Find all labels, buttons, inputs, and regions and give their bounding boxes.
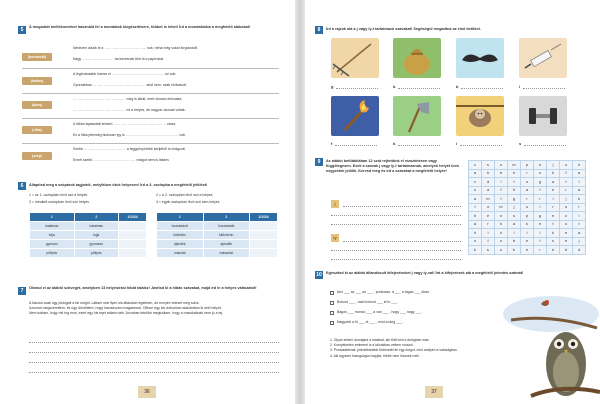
caption: b bbox=[456, 84, 459, 89]
grid-cell[interactable]: r bbox=[560, 186, 573, 195]
tag-okos: (okos) bbox=[22, 101, 52, 109]
grid-cell[interactable]: p bbox=[521, 212, 534, 221]
grid-cell[interactable]: t bbox=[560, 178, 573, 187]
table-cell: mássolat bbox=[203, 249, 250, 258]
writing-line[interactable] bbox=[336, 88, 378, 89]
mustache-icon bbox=[456, 38, 504, 78]
grid-cell[interactable]: p bbox=[521, 161, 534, 170]
syringe-image bbox=[519, 38, 567, 78]
ex5-line[interactable]: ……………………………………… meg is látott, mert okosan elolvasta. bbox=[73, 97, 183, 101]
ex5-line[interactable]: ……………………………………… mi a helyes, de nagyon okosak voltak. bbox=[73, 108, 186, 112]
word-pair-table-right bbox=[156, 212, 278, 258]
writing-line[interactable] bbox=[29, 352, 279, 353]
table-row bbox=[30, 222, 147, 231]
grid-cell[interactable]: u bbox=[521, 203, 534, 212]
grid-cell[interactable]: g bbox=[508, 195, 521, 204]
grid-cell[interactable]: b bbox=[469, 212, 482, 221]
grid-cell[interactable]: g bbox=[534, 178, 547, 187]
grid-cell[interactable]: v bbox=[469, 178, 482, 187]
writing-line[interactable] bbox=[331, 224, 461, 225]
table-cell: gyorssan bbox=[74, 240, 119, 249]
grid-cell[interactable]: r bbox=[482, 220, 495, 229]
expression-checkbox[interactable] bbox=[330, 311, 334, 315]
caption: g bbox=[331, 84, 334, 89]
grid-cell[interactable]: i bbox=[534, 203, 547, 212]
caption: l bbox=[456, 141, 458, 146]
grid-row bbox=[469, 161, 586, 170]
ex7-text-line: A kiscica csak úgy pislogott a fal mögül. Láttam már ilyen kis állatokat régebben, de ennyire édeset még soha. bbox=[29, 301, 200, 305]
ex5-line[interactable]: A legfontosabb hamar el ……………………………………… ez sok. bbox=[73, 72, 177, 76]
grid-cell[interactable]: b bbox=[495, 169, 508, 178]
answer-cell[interactable] bbox=[250, 222, 278, 231]
table-cell: hozzáadott bbox=[157, 222, 204, 231]
grid-cell[interactable]: h bbox=[469, 229, 482, 238]
torch-image bbox=[331, 96, 379, 136]
left-page bbox=[0, 0, 295, 404]
legend-item: 1 = az 1. oszlopban lévő szó a helyes bbox=[29, 193, 88, 197]
expression-checkbox[interactable] bbox=[330, 301, 334, 305]
writing-line[interactable] bbox=[29, 362, 279, 363]
exercise-9-instruction: Az alábbi betűtáblában 12 szót rejtettünk el vízszintesen vagy függőlegesen. Ezek a szavak j vagy ly-t tartalmaznak, amelyek helyét üres négyzetek jelölik. Keresd meg és írd a szavakat a megfelelő helyre! bbox=[326, 159, 460, 173]
grid-cell[interactable]: j bbox=[508, 203, 521, 212]
grid-cell[interactable]: a bbox=[482, 186, 495, 195]
grid-cell[interactable]: r bbox=[547, 203, 560, 212]
expression-line[interactable]: Ami ___ az ___ az ___ , pontosan, a ___ a fogad ___ óban. bbox=[337, 290, 431, 294]
syringe-icon bbox=[519, 38, 567, 78]
dumbbell-image bbox=[519, 96, 567, 136]
grid-cell[interactable]: e bbox=[521, 246, 534, 255]
book-gutter bbox=[295, 0, 305, 404]
expression-checkbox[interactable] bbox=[330, 321, 334, 325]
ex7-text-line: Azonnal megszerettem, és úgy döntöttem, hogy hazaviszem magammal. Otthon egy kis dobozban alakítottam ki neki helyet. bbox=[29, 306, 222, 311]
writing-line[interactable] bbox=[461, 88, 503, 89]
owl-illustration bbox=[501, 284, 600, 404]
grid-cell[interactable]: k bbox=[495, 220, 508, 229]
grid-cell[interactable]: f bbox=[560, 169, 573, 178]
ex5-line[interactable]: Ez a ritka jelenség biztosan így is ……………………………………… volt. bbox=[73, 133, 186, 137]
grid-cell[interactable]: f bbox=[495, 186, 508, 195]
grid-cell[interactable]: f bbox=[482, 237, 495, 246]
grid-cell[interactable]: k bbox=[521, 220, 534, 229]
grid-cell[interactable]: a bbox=[573, 186, 586, 195]
grid-cell[interactable]: j bbox=[547, 161, 560, 170]
grid-cell[interactable]: e bbox=[560, 237, 573, 246]
grid-cell[interactable]: z bbox=[560, 212, 573, 221]
tag-szep: (szép) bbox=[22, 152, 52, 160]
grid-cell[interactable]: m bbox=[508, 161, 521, 170]
answer-cell[interactable] bbox=[119, 231, 147, 240]
grid-row bbox=[469, 212, 586, 221]
grid-cell[interactable]: k bbox=[469, 246, 482, 255]
writing-line[interactable] bbox=[523, 88, 565, 89]
grid-row bbox=[469, 195, 586, 204]
expression-line[interactable]: Bolond ___ , rakd bolond ___ el fo ___ . bbox=[337, 300, 400, 304]
divider bbox=[22, 118, 279, 119]
grid-cell[interactable]: t bbox=[573, 220, 586, 229]
grid-row bbox=[469, 203, 586, 212]
writing-line[interactable] bbox=[343, 206, 461, 207]
grid-row bbox=[469, 169, 586, 178]
grid-cell[interactable]: j bbox=[560, 195, 573, 204]
exercise-7-instruction: Olvasd el az alábbi szöveget, amelyben 13 helyesírási hibát találsz! Javítsd ki a hibás szavakat, majd írd le a helyes változatot! bbox=[29, 286, 257, 290]
table-cell: pöttyös bbox=[74, 249, 119, 258]
table-cell: hatalmas bbox=[74, 222, 119, 231]
exercise-10-number: 10 bbox=[316, 272, 322, 278]
caption: b bbox=[393, 141, 396, 146]
grid-cell[interactable]: é bbox=[547, 246, 560, 255]
grid-cell[interactable]: l bbox=[534, 229, 547, 238]
writing-line[interactable] bbox=[335, 145, 377, 146]
grid-cell[interactable]: u bbox=[560, 161, 573, 170]
table-row bbox=[30, 249, 147, 258]
grid-cell[interactable]: a bbox=[469, 169, 482, 178]
divider bbox=[22, 68, 279, 69]
caption: i bbox=[519, 84, 521, 89]
grid-cell[interactable]: h bbox=[573, 161, 586, 170]
grid-cell[interactable]: c bbox=[469, 161, 482, 170]
table-header: 1 bbox=[30, 213, 75, 222]
grid-row bbox=[469, 237, 586, 246]
answer-cell[interactable] bbox=[250, 240, 278, 249]
tag-fontos: (fontos) bbox=[22, 77, 52, 85]
table-cell: hozzáadott bbox=[203, 222, 250, 231]
sloth-image bbox=[456, 96, 504, 136]
exercise-6-instruction: Állapítsd meg a szópárok tagjairól, melyikben írtuk helyesen! Írd a 3. oszlopba a megfelelő jelölést! bbox=[29, 183, 208, 187]
grid-cell[interactable]: o bbox=[521, 178, 534, 187]
exercise-5-number: 5 bbox=[18, 26, 26, 34]
divider bbox=[22, 93, 279, 94]
expression-line[interactable]: Bagos ___ mondo ___ a van ___ , hogy ___ nagy ___ . bbox=[337, 310, 424, 314]
grid-cell[interactable]: l bbox=[495, 178, 508, 187]
grid-cell[interactable]: h bbox=[482, 169, 495, 178]
grid-cell[interactable]: t bbox=[508, 178, 521, 187]
right-page bbox=[305, 0, 600, 404]
grid-cell[interactable]: s bbox=[482, 161, 495, 170]
writing-line[interactable] bbox=[29, 342, 279, 343]
grid-cell[interactable]: f bbox=[495, 195, 508, 204]
exercise-6-number: 6 bbox=[18, 182, 26, 190]
grid-cell[interactable]: a bbox=[547, 178, 560, 187]
grid-cell[interactable]: k bbox=[547, 169, 560, 178]
grid-cell[interactable]: á bbox=[482, 178, 495, 187]
grid-row bbox=[469, 178, 586, 187]
ex5-line[interactable]: Szebb ……………………………… a leggyönyörűbb kertjéből is virágzott. bbox=[73, 147, 186, 151]
grid-cell[interactable]: e bbox=[508, 169, 521, 178]
meaning-item: 3. Pontosabbnak, jelentéktelebb történetét fel egy dolgot, mint amilyen a valóságban. bbox=[330, 348, 458, 353]
letter-grid bbox=[468, 160, 586, 255]
tag-borzaszto: (borzasztó) bbox=[22, 53, 52, 61]
grid-cell[interactable]: o bbox=[482, 203, 495, 212]
exercise-5-instruction: A megadott mellékneveket használd fel a mondatok kiegészítésére, többet is lehet! Írd a mondatokba a megfelelő alakokat! bbox=[29, 25, 251, 29]
ex5-line[interactable]: Nehezen alszik el a ……………………………… sok, néha még sokat forgolódott. bbox=[73, 46, 199, 50]
table-row bbox=[157, 249, 278, 258]
answer-cell[interactable] bbox=[250, 231, 278, 240]
grid-cell[interactable]: b bbox=[508, 237, 521, 246]
table-cell: pöttyös bbox=[30, 249, 75, 258]
grid-cell[interactable]: t bbox=[469, 203, 482, 212]
table-row bbox=[157, 240, 278, 249]
grid-cell[interactable]: o bbox=[534, 169, 547, 178]
grid-cell[interactable]: k bbox=[547, 229, 560, 238]
answer-label-j: j bbox=[331, 200, 339, 208]
grid-cell[interactable]: e bbox=[482, 212, 495, 221]
grid-cell[interactable]: i bbox=[482, 229, 495, 238]
caption: s bbox=[519, 141, 522, 146]
grid-cell[interactable]: e bbox=[534, 220, 547, 229]
answer-cell[interactable] bbox=[119, 249, 147, 258]
table-cell: másolat bbox=[157, 249, 204, 258]
ex5-line[interactable]: Nagy ……………………… ha kevésnek tűnt is a papírokat. bbox=[73, 57, 165, 61]
grid-cell[interactable]: l bbox=[508, 229, 521, 238]
table-cell: gyorsan bbox=[30, 240, 75, 249]
ex7-text bbox=[29, 301, 279, 317]
writing-line[interactable] bbox=[331, 259, 461, 260]
grid-cell[interactable]: j bbox=[573, 237, 586, 246]
grid-cell[interactable]: o bbox=[495, 237, 508, 246]
grid-cell[interactable]: o bbox=[560, 220, 573, 229]
grid-cell[interactable]: r bbox=[521, 195, 534, 204]
grid-row bbox=[469, 186, 586, 195]
table-header: 2 bbox=[74, 213, 119, 222]
legend-item: 2 = a 2. oszlopban lévő szó a helyes bbox=[156, 193, 213, 197]
grid-cell[interactable]: o bbox=[469, 237, 482, 246]
grid-row bbox=[469, 246, 586, 255]
table-header: 1 bbox=[157, 213, 204, 222]
grid-cell[interactable]: e bbox=[547, 186, 560, 195]
grid-cell[interactable]: s bbox=[508, 212, 521, 221]
legend-item: 4 = egyik oszlopban lévő szó sem helyes bbox=[156, 200, 220, 204]
grid-cell[interactable]: r bbox=[573, 203, 586, 212]
grid-cell[interactable]: e bbox=[521, 237, 534, 246]
grid-cell[interactable]: a bbox=[508, 220, 521, 229]
writing-line[interactable] bbox=[343, 241, 461, 242]
grid-cell[interactable]: f bbox=[534, 237, 547, 246]
expression-checkbox[interactable] bbox=[330, 291, 334, 295]
caption: b bbox=[393, 84, 396, 89]
writing-line[interactable] bbox=[460, 145, 502, 146]
table-cell: ajándék bbox=[203, 240, 250, 249]
writing-line[interactable] bbox=[398, 145, 440, 146]
meaning-item: 2. Kornyékeden emberrel is a tálunkban vettem rosszul. bbox=[330, 343, 414, 348]
exercise-10-instruction: Egészítsd ki az alábbi állandósult kifejezéseket j vagy ly-val! Írd a kifejezések alá a megfelelő jelentés számát! bbox=[326, 271, 524, 275]
tag-ritka: (ritka) bbox=[22, 126, 52, 134]
answer-cell[interactable] bbox=[119, 240, 147, 249]
grid-cell[interactable]: ű bbox=[508, 186, 521, 195]
grid-cell[interactable]: d bbox=[573, 246, 586, 255]
word-pair-table-left bbox=[29, 212, 147, 258]
page-number: 36 bbox=[138, 386, 156, 398]
grid-cell[interactable]: o bbox=[495, 246, 508, 255]
writing-line[interactable] bbox=[398, 88, 440, 89]
grid-row bbox=[469, 220, 586, 229]
table-cell: hatalmas bbox=[30, 222, 75, 231]
grid-cell[interactable]: e bbox=[547, 212, 560, 221]
grid-cell[interactable]: o bbox=[560, 203, 573, 212]
sack-image bbox=[393, 38, 441, 78]
table-cell: kitűnően bbox=[157, 231, 204, 240]
writing-line[interactable] bbox=[331, 215, 461, 216]
grid-cell[interactable]: r bbox=[521, 169, 534, 178]
grid-cell[interactable]: ú bbox=[534, 161, 547, 170]
torch-icon bbox=[331, 96, 379, 136]
axe-icon bbox=[393, 96, 441, 136]
grid-cell[interactable]: r bbox=[534, 195, 547, 204]
grid-cell[interactable]: e bbox=[560, 229, 573, 238]
divider bbox=[22, 143, 279, 144]
legend-item: 3 = mindkét oszlopban lévő szó helyes bbox=[29, 200, 90, 204]
ex5-line[interactable]: Gyorsabban ……………………………………… ahol nem, csak elolvasott. bbox=[73, 83, 187, 87]
writing-line[interactable] bbox=[331, 250, 461, 251]
grid-cell[interactable]: a bbox=[521, 186, 534, 195]
grid-cell[interactable]: k bbox=[508, 246, 521, 255]
table-row bbox=[30, 240, 147, 249]
table-header: 1/2/3/4 bbox=[250, 213, 278, 222]
meanings-list bbox=[330, 338, 525, 359]
ex7-text-line: Nem tudtam, hogy mit fog enni, ezért egy kis tejet adtam neki. Azonban később megtudtam, hogy a macskáknak nem jó a tej. bbox=[29, 311, 224, 316]
table-row bbox=[30, 231, 147, 240]
grid-cell[interactable]: l bbox=[573, 178, 586, 187]
exercise-8-instruction: Írd a rajzok alá a j vagy ly-t tartalmazó szavakat! Segítségül megadtuk az első betűket. bbox=[326, 27, 481, 31]
table-cell: tolja bbox=[30, 231, 75, 240]
writing-line[interactable] bbox=[524, 145, 566, 146]
ex5-line[interactable]: A ritkán tapasztalt embert ……………………………………… olvas. bbox=[73, 122, 177, 126]
grid-cell[interactable]: m bbox=[495, 203, 508, 212]
grid-cell[interactable]: a bbox=[573, 229, 586, 238]
grid-cell[interactable]: o bbox=[495, 161, 508, 170]
page-number: 37 bbox=[425, 386, 443, 398]
grid-cell[interactable]: m bbox=[482, 195, 495, 204]
grid-cell[interactable]: i bbox=[521, 229, 534, 238]
exercise-8-number: 8 bbox=[315, 26, 323, 34]
table-header: 2 bbox=[203, 213, 250, 222]
exercise-7-number: 7 bbox=[18, 287, 26, 295]
meaning-item: 1. Olyan ember dumájára a másikat, aki több kell a dologban más. bbox=[330, 338, 430, 342]
grid-cell[interactable]: k bbox=[573, 195, 586, 204]
table-cell: kitűnőenn bbox=[203, 231, 250, 240]
answer-cell[interactable] bbox=[119, 222, 147, 231]
caption: f bbox=[331, 141, 333, 146]
sloth-icon bbox=[456, 96, 504, 136]
grid-cell[interactable]: i bbox=[547, 195, 560, 204]
grid-row bbox=[469, 229, 586, 238]
table-header: 1/2/3/4 bbox=[119, 213, 147, 222]
answer-label-ly: ly bbox=[331, 234, 339, 242]
grid-cell[interactable]: b bbox=[560, 246, 573, 255]
table-cell: ajándék bbox=[157, 240, 204, 249]
grid-cell[interactable]: ó bbox=[495, 229, 508, 238]
sack-icon bbox=[393, 38, 441, 78]
grid-cell[interactable]: n bbox=[495, 212, 508, 221]
rake-icon bbox=[331, 38, 379, 78]
grid-cell[interactable]: s bbox=[469, 186, 482, 195]
mustache-image bbox=[456, 38, 504, 78]
expression-line[interactable]: Nagyobb a fü ___ st ___ , mint a láng ___ . bbox=[337, 320, 404, 324]
grid-cell[interactable]: s bbox=[547, 237, 560, 246]
table-row bbox=[157, 231, 278, 240]
table-row bbox=[157, 222, 278, 231]
grid-cell[interactable]: a bbox=[469, 195, 482, 204]
grid-cell[interactable]: s bbox=[482, 246, 495, 255]
exercise-9-number: 9 bbox=[315, 158, 323, 166]
grid-cell[interactable]: t bbox=[547, 220, 560, 229]
grid-cell[interactable]: r bbox=[534, 246, 547, 255]
answer-cell[interactable] bbox=[250, 249, 278, 258]
grid-cell[interactable]: a bbox=[469, 220, 482, 229]
ex5-line[interactable]: Ennél szebb ……………………………… virágot nem is láttam. bbox=[73, 158, 170, 162]
writing-line[interactable] bbox=[29, 372, 279, 373]
grid-cell[interactable]: i bbox=[573, 212, 586, 221]
axe-image bbox=[393, 96, 441, 136]
grid-cell[interactable]: g bbox=[534, 212, 547, 221]
table-cell: tojja bbox=[74, 231, 119, 240]
rake-image bbox=[331, 38, 379, 78]
grid-cell[interactable]: a bbox=[573, 169, 586, 178]
meaning-item: 4. Aki egyszer hazugságon kapják, többé nem hisznek neki. bbox=[330, 353, 420, 358]
grid-cell[interactable]: f bbox=[534, 186, 547, 195]
dumbbell-icon bbox=[519, 96, 567, 136]
